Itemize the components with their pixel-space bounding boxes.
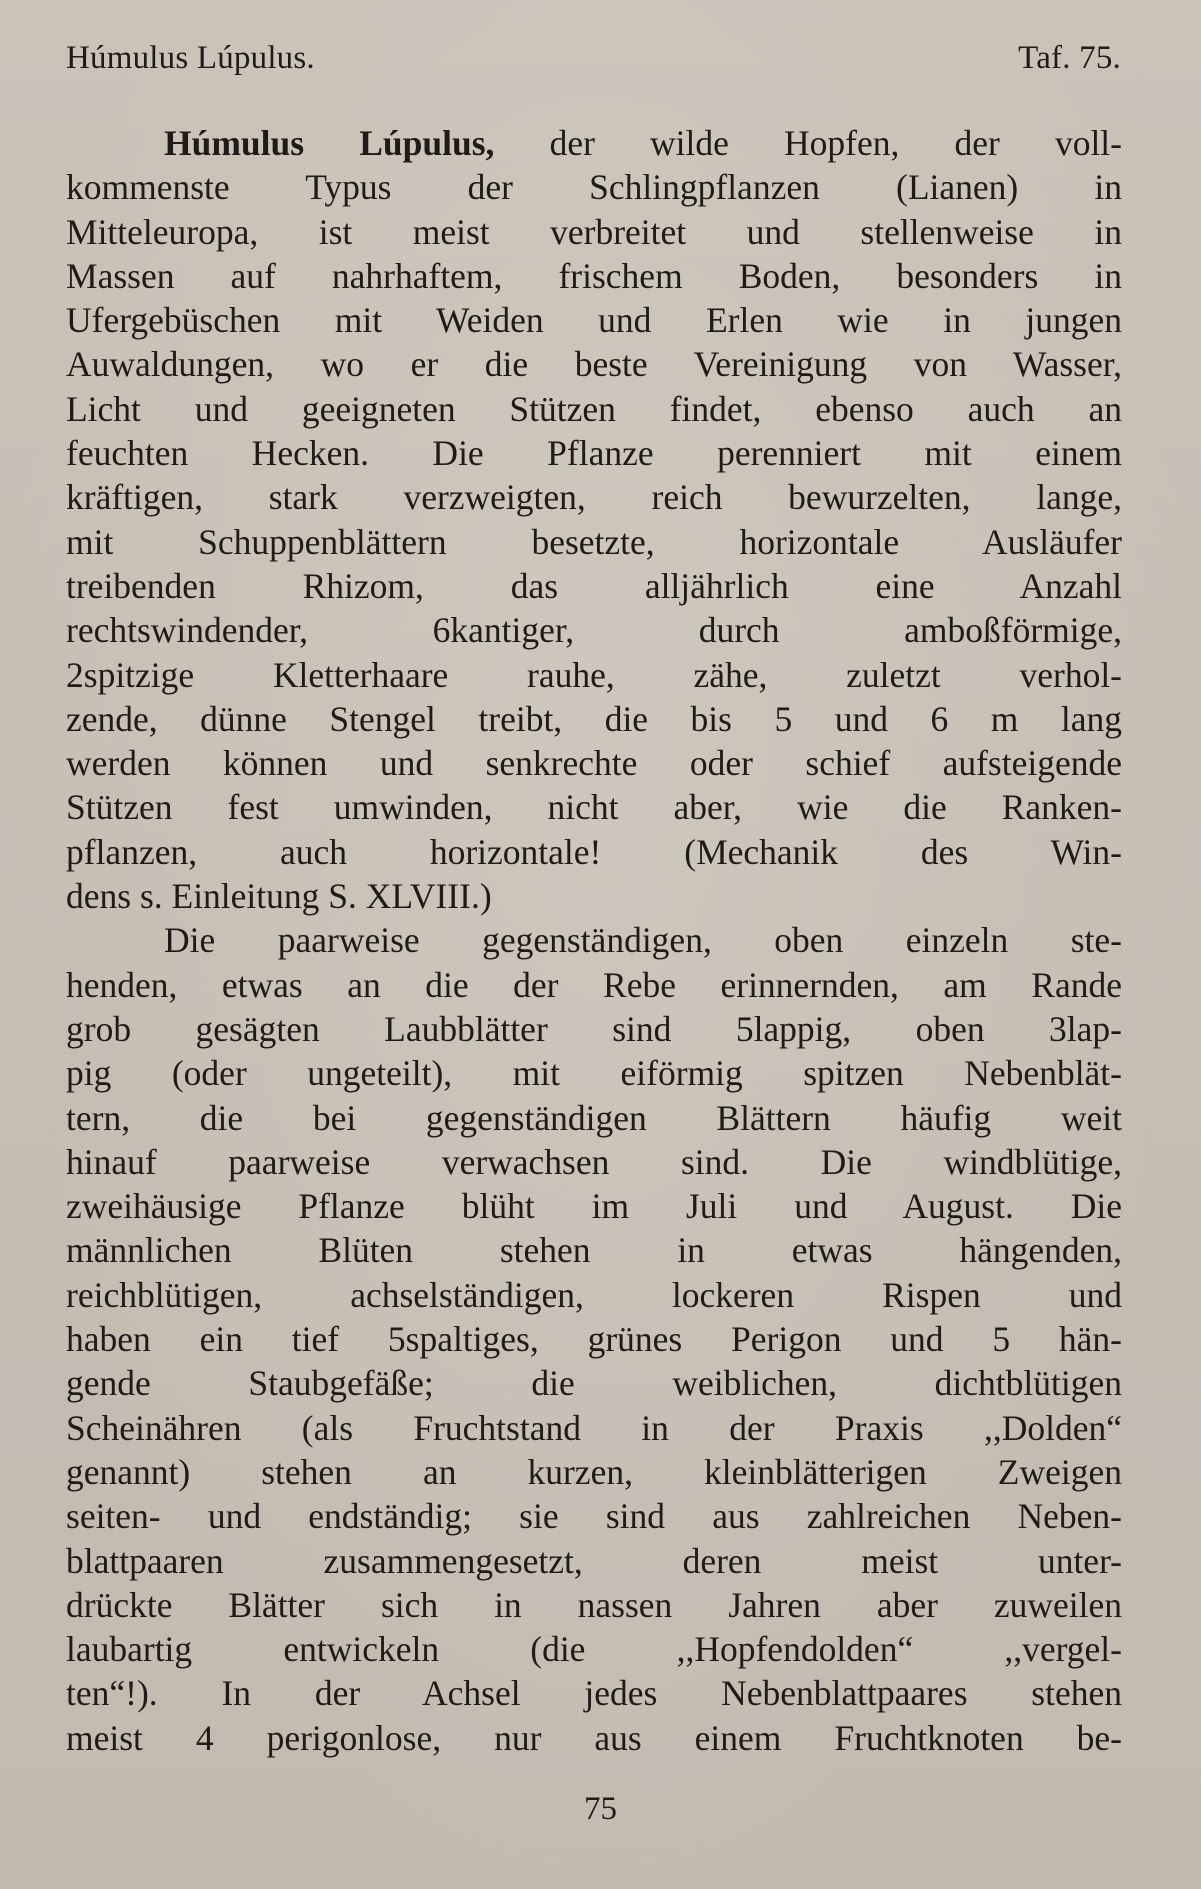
page-number: 75: [584, 1791, 617, 1827]
text-line-33: blattpaaren zusammengesetzt, deren meist unter-: [66, 1540, 1122, 1581]
text-line-18: dens s. Einleitung S. XLVIII.): [66, 876, 492, 917]
text-line-30: Scheinähren (als Fruchtstand in der Praxis ,,Dolden“: [66, 1407, 1122, 1448]
text-line-28: haben ein tief 5spaltiges, grünes Perigon und 5 hän-: [66, 1319, 1122, 1360]
text-line-23: tern, die bei gegenständigen Blättern häufig weit: [66, 1097, 1122, 1138]
lead-term: Húmulus Lúpulus,: [164, 123, 495, 163]
text-line-4: Massen auf nahrhaftem, frischem Boden, besonders in: [66, 255, 1122, 296]
text-line-3: Mitteleuropa, ist meist verbreitet und stellenweise in: [66, 211, 1122, 252]
text-line-26: männlichen Blüten stehen in etwas hängenden,: [66, 1230, 1122, 1271]
text-line-35: laubartig entwickeln (die ,,Hopfendolden“ ,,vergel-: [66, 1629, 1122, 1670]
text-line-17: pflanzen, auch horizontale! (Mechanik des Win-: [66, 831, 1122, 872]
text-line-25: zweihäusige Pflanze blüht im Juli und August. Die: [66, 1186, 1122, 1227]
text-line-1-rest: der wilde Hopfen, der voll-: [494, 123, 1122, 163]
text-line-19: Die paarweise gegenständigen, oben einzeln ste-: [164, 920, 1122, 961]
running-head: [66, 40, 1121, 84]
text-line-14: zende, dünne Stengel treibt, die bis 5 und 6 m lang: [66, 698, 1122, 739]
text-line-5: Ufergebüschen mit Weiden und Erlen wie in jungen: [66, 300, 1122, 341]
text-line-22: pig (oder ungeteilt), mit eiförmig spitzen Nebenblät-: [66, 1053, 1122, 1094]
text-line-13: 2spitzige Kletterhaare rauhe, zähe, zuletzt verhol-: [66, 654, 1122, 695]
text-line-16: Stützen fest umwinden, nicht aber, wie die Ranken-: [66, 787, 1122, 828]
running-head-plate-number: Taf. 75.: [1018, 40, 1121, 76]
running-head-title: Húmulus Lúpulus.: [66, 40, 315, 76]
text-line-2: kommenste Typus der Schlingpflanzen (Lianen) in: [66, 167, 1122, 208]
text-line-24: hinauf paarweise verwachsen sind. Die windblütige,: [66, 1141, 1122, 1182]
text-line-34: drückte Blätter sich in nassen Jahren aber zuweilen: [66, 1584, 1122, 1625]
text-line-36: ten“!). In der Achsel jedes Nebenblattpaares stehen: [66, 1673, 1122, 1714]
text-line-32: seiten- und endständig; sie sind aus zahlreichen Neben-: [66, 1496, 1122, 1537]
text-line-6: Auwaldungen, wo er die beste Vereinigung von Wasser,: [66, 344, 1122, 385]
text-line-10: mit Schuppenblättern besetzte, horizontale Ausläufer: [66, 521, 1122, 562]
text-line-27: reichblütigen, achselständigen, lockeren Rispen und: [66, 1274, 1122, 1315]
text-line-11: treibenden Rhizom, das alljährlich eine Anzahl: [66, 565, 1122, 606]
text-line-9: kräftigen, stark verzweigten, reich bewurzelten, lange,: [66, 477, 1122, 518]
body-text: [66, 121, 1122, 1760]
text-line-1: [66, 121, 1122, 165]
text-line-29: gende Staubgefäße; die weiblichen, dichtblütigen: [66, 1363, 1122, 1404]
text-line-7: Licht und geeigneten Stützen findet, ebenso auch an: [66, 388, 1122, 429]
text-line-21: grob gesägten Laubblätter sind 5lappig, oben 3lap-: [66, 1008, 1122, 1049]
text-line-37: meist 4 perigonlose, nur aus einem Fruchtknoten be-: [66, 1717, 1122, 1758]
text-line-15: werden können und senkrechte oder schief aufsteigende: [66, 743, 1122, 784]
text-line-31: genannt) stehen an kurzen, kleinblätterigen Zweigen: [66, 1451, 1122, 1492]
text-line-20: henden, etwas an die der Rebe erinnernden, am Rande: [66, 964, 1122, 1005]
text-line-12: rechtswindender, 6kantiger, durch amboßförmige,: [66, 610, 1122, 651]
text-line-8: feuchten Hecken. Die Pflanze perenniert mit einem: [66, 433, 1122, 474]
